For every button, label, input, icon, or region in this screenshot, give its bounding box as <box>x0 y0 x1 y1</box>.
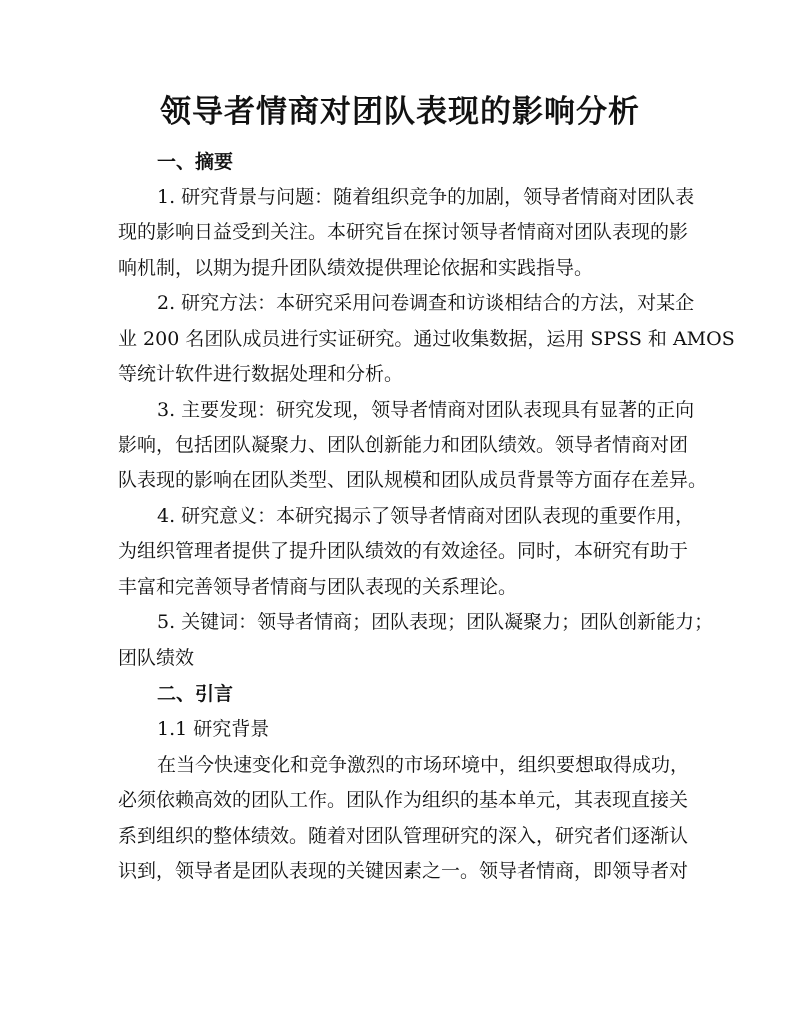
document-title: 领导者情商对团队表现的影响分析 <box>160 94 640 130</box>
paragraph-line: 等统计软件进行数据处理和分析。 <box>118 363 404 385</box>
paragraph-line: 响机制，以期为提升团队绩效提供理论依据和实践指导。 <box>118 257 594 279</box>
paragraph-line: 2. 研究方法：本研究采用问卷调查和访谈相结合的方法，对某企 <box>157 292 695 314</box>
paragraph-line: 为组织管理者提供了提升团队绩效的有效途径。同时，本研究有助于 <box>118 540 689 562</box>
paragraph-line: 影响，包括团队凝聚力、团队创新能力和团队绩效。领导者情商对团 <box>118 434 689 456</box>
paragraph-line: 系到组织的整体绩效。随着对团队管理研究的深入，研究者们逐渐认 <box>118 825 689 847</box>
paragraph-line: 5. 关键词：领导者情商；团队表现；团队凝聚力；团队创新能力； <box>157 611 714 633</box>
paragraph-line: 识到，领导者是团队表现的关键因素之一。领导者情商，即领导者对 <box>118 860 689 882</box>
paragraph-line: 3. 主要发现：研究发现，领导者情商对团队表现具有显著的正向 <box>157 399 695 421</box>
paragraph-line: 团队绩效 <box>118 647 195 669</box>
paragraph-line: 1. 研究背景与问题：随着组织竞争的加剧，领导者情商对团队表 <box>157 186 695 208</box>
paragraph-line: 4. 研究意义：本研究揭示了领导者情商对团队表现的重要作用， <box>157 505 695 527</box>
paragraph-line: 丰富和完善领导者情商与团队表现的关系理论。 <box>118 576 518 598</box>
paragraph-line: 在当今快速变化和竞争激烈的市场环境中，组织要想取得成功， <box>157 754 690 776</box>
paragraph-line: 现的影响日益受到关注。本研究旨在探讨领导者情商对团队表现的影 <box>118 221 689 243</box>
paragraph-line: 队表现的影响在团队类型、团队规模和团队成员背景等方面存在差异。 <box>118 469 708 491</box>
section-heading-introduction: 二、引言 <box>157 683 234 705</box>
paragraph-line: 业 200 名团队成员进行实证研究。通过收集数据，运用 SPSS 和 AMOS <box>118 328 735 350</box>
paragraph-line: 必须依赖高效的团队工作。团队作为组织的基本单元，其表现直接关 <box>118 789 689 811</box>
section-heading-abstract: 一、摘要 <box>157 151 234 173</box>
subsection-heading: 1.1 研究背景 <box>157 718 270 740</box>
